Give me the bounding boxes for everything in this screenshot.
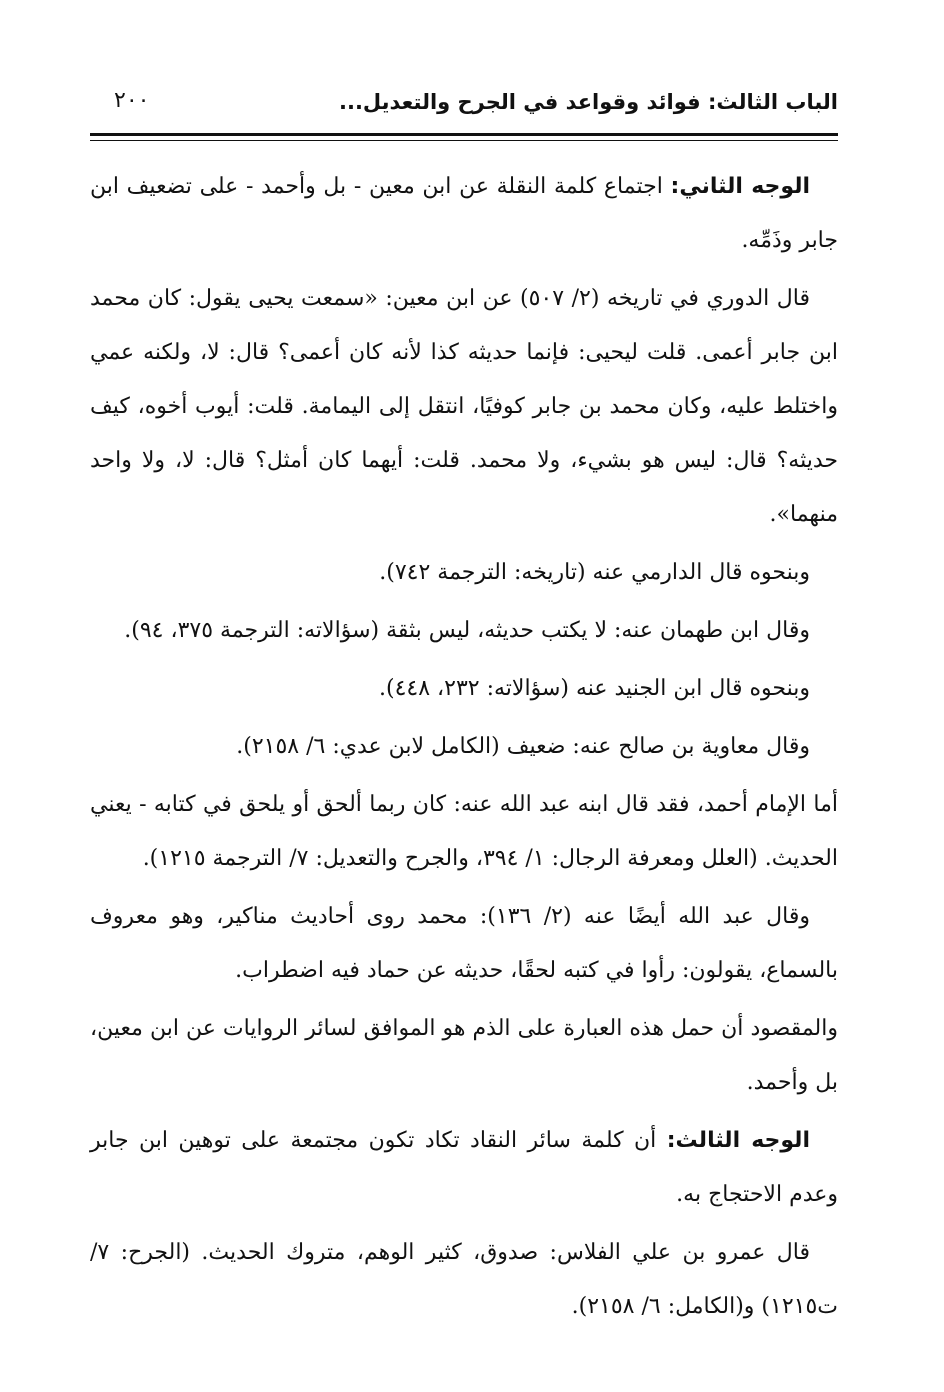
paragraph-text: والمقصود أن حمل هذه العبارة على الذم هو الموافق لسائر الروايات عن ابن معين، بل وأحمد. <box>90 1016 838 1095</box>
paragraph-imam-ahmad <box>90 778 838 886</box>
chapter-title: الباب الثالث: فوائد وقواعد في الجرح والتعديل... <box>338 90 838 114</box>
paragraph-conclusion <box>90 1002 838 1110</box>
paragraph-lead: الوجه الثالث: <box>666 1128 810 1153</box>
running-header <box>90 86 838 130</box>
paragraph-ibn-tahman <box>90 604 838 658</box>
paragraph-third-aspect <box>90 1114 838 1222</box>
paragraph-text: وبنحوه قال الدارمي عنه (تاريخه: الترجمة ٧٤٢). <box>379 560 810 585</box>
paragraph-lead: الوجه الثاني: <box>670 174 811 199</box>
paragraph-text: وبنحوه قال ابن الجنيد عنه (سؤالاته: ٢٣٢، ٤٤٨). <box>379 676 810 701</box>
paragraph-text: أن كلمة سائر النقاد تكاد تكون مجتمعة على توهين ابن جابر وعدم الاحتجاج به. <box>90 1128 838 1207</box>
body-text <box>90 160 838 1338</box>
header-rule-thin <box>90 140 838 141</box>
paragraph-text: وقال ابن طهمان عنه: لا يكتب حديثه، ليس بثقة (سؤالاته: الترجمة ٣٧٥، ٩٤). <box>124 618 810 643</box>
paragraph-darimi <box>90 546 838 600</box>
paragraph-second-aspect <box>90 160 838 268</box>
paragraph-abdullah <box>90 890 838 998</box>
paragraph-text: قال عمرو بن علي الفلاس: صدوق، كثير الوهم، متروك الحديث. (الجرح: ٧/ ت١٢١٥) و(الكامل: ٦/ ٢١٥٨). <box>90 1240 838 1319</box>
paragraph-text: قال الدوري في تاريخه (٢/ ٥٠٧) عن ابن معين: «سمعت يحيى يقول: كان محمد ابن جابر أعمى. قلت ليحيى: فإنما حديثه كذا لأنه كان أعمى؟ قال: لا، ولكنه عمي واختلط عليه، وكان محمد بن جابر كوفيًا، انتقل إلى اليمامة. قلت: أيوب أخوه، كيف حديثه؟ قال: ليس هو بشيء، ولا محمد. قلت: أيهما كان أمثل؟ قال: لا، ولا واحد منهما». <box>90 286 838 527</box>
page-number: ٢٠٠ <box>114 88 150 113</box>
paragraph-text: وقال عبد الله أيضًا عنه (٢/ ١٣٦): محمد روى أحاديث مناكير، وهو معروف بالسماع، يقولون: رأوا في كتبه لحقًا، حديثه عن حماد فيه اضطراب. <box>90 904 838 983</box>
paragraph-muawiya <box>90 720 838 774</box>
paragraph-duri-quote <box>90 272 838 542</box>
paragraph-text: أما الإمام أحمد، فقد قال ابنه عبد الله عنه: كان ربما ألحق أو يلحق في كتابه - يعني الحديث. (العلل ومعرفة الرجال: ١/ ٣٩٤، والجرح والتعديل: ٧/ الترجمة ١٢١٥). <box>90 792 838 871</box>
paragraph-ibn-junayd <box>90 662 838 716</box>
paragraph-fallas <box>90 1226 838 1334</box>
header-rule-thick <box>90 133 838 136</box>
paragraph-text: وقال معاوية بن صالح عنه: ضعيف (الكامل لابن عدي: ٦/ ٢١٥٨). <box>236 734 810 759</box>
paragraph-text: اجتماع كلمة النقلة عن ابن معين - بل وأحمد - على تضعيف ابن جابر وذَمِّه. <box>90 174 838 253</box>
